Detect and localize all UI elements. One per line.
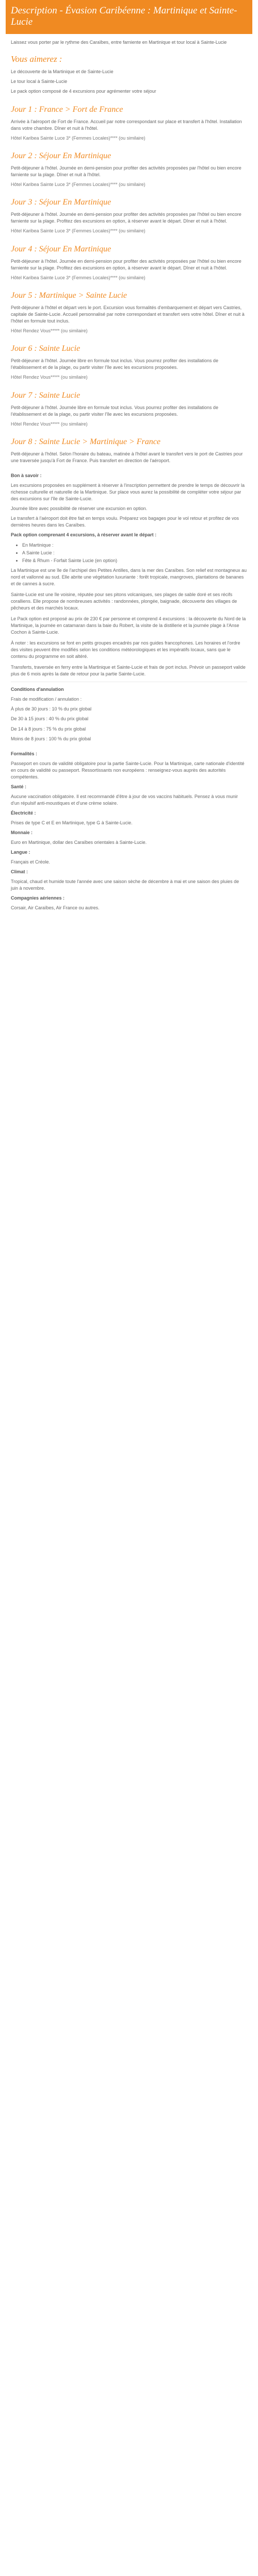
misc-value: Corsair, Air Caraïbes, Air France ou autres. bbox=[11, 905, 100, 911]
details bbox=[11, 567, 247, 678]
day-4 bbox=[11, 243, 247, 281]
day-hotel: Hôtel Karibea Sainte Luce 3* (Femmes Locales)**** (ou similaire) bbox=[11, 135, 146, 141]
programme-title: Vous aimerez : bbox=[11, 54, 62, 64]
day-title: Jour 7 : Sainte Lucie bbox=[11, 391, 80, 400]
programme-list bbox=[11, 69, 247, 95]
detail-paragraph: Sainte-Lucie est une île voisine, réputée pour ses pitons volcaniques, ses plages de sable doré et ses récifs coralliens. Elle propose de nombreuses activités : randonnées, plongée, baignade, découverte des villages de pêcheurs et des marchés locaux. bbox=[11, 591, 237, 611]
day-title: Jour 2 : Séjour En Martinique bbox=[11, 151, 111, 160]
day-text: Petit-déjeuner à l'hôtel et départ vers le port. Excursion vous formalités d'embarquement et départ vers Castries, capitale de Sainte-Lucie. Accueil personnalisé par notre correspondant et transfert vers votre hôtel. Dîner et nuit à l'hôtel en formule tout inclus. bbox=[11, 305, 245, 324]
content bbox=[6, 34, 252, 912]
programme-item: Le pack option composé de 4 excursions pour agrémenter votre séjour bbox=[11, 89, 156, 94]
conditions-line: De 14 à 8 jours : 75 % du prix global bbox=[11, 726, 86, 732]
misc-value: Euro en Martinique, dollar des Caraïbes orientales à Sainte-Lucie. bbox=[11, 840, 147, 845]
detail-paragraph: Le Pack option est proposé au prix de 230 € par personne et comprend 4 excursions : la découverte du Nord de la Martinique, la journée en catamaran dans la baie du Robert, la visite de la distillerie et la journée plage à l'Anse Cochon à Sainte-Lucie. bbox=[11, 616, 246, 635]
day-2 bbox=[11, 150, 247, 188]
health-text: Aucune vaccination obligatoire. Il est recommandé d'être à jour de vos vaccins habituels. Pensez à vous munir d'un répulsif anti-moustiques et d'une crème solaire. bbox=[11, 793, 238, 806]
day-title: Jour 8 : Sainte Lucie > Martinique > France bbox=[11, 437, 160, 446]
conditions-title: Conditions d'annulation bbox=[11, 687, 64, 692]
misc-value: Tropical, chaud et humide toute l'année avec une saison sèche de décembre à mai et une saison des pluies de juin à novembre. bbox=[11, 879, 239, 891]
misc-info bbox=[11, 810, 247, 912]
day-3 bbox=[11, 196, 247, 234]
misc-value: Prises de type C et E en Martinique, type G à Sainte-Lucie. bbox=[11, 820, 133, 825]
misc-label: Électricité : bbox=[11, 810, 36, 816]
list-item: • Fête & Rhum - Forfait Sainte Lucie (en option) bbox=[22, 557, 247, 564]
page bbox=[6, 0, 252, 911]
day-title: Jour 4 : Séjour En Martinique bbox=[11, 244, 111, 253]
day-7 bbox=[11, 389, 247, 428]
conditions-line: À plus de 30 jours : 10 % du prix global bbox=[11, 706, 92, 712]
conditions-line: Moins de 8 jours : 100 % du prix global bbox=[11, 736, 91, 741]
day-title: Jour 1 : France > Fort de France bbox=[11, 105, 123, 114]
day-hotel: Hôtel Rendez Vous***** (ou similaire) bbox=[11, 328, 88, 334]
day-hotel: Hôtel Karibea Sainte Luce 3* (Femmes Locales)**** (ou similaire) bbox=[11, 182, 146, 188]
list-item: • A Sainte Lucie : bbox=[22, 550, 247, 556]
tour-pack-list bbox=[11, 542, 247, 564]
conditions-line: Frais de modification / annulation : bbox=[11, 697, 82, 702]
intro-text: Laissez vous porter par le rythme des Caraïbes, entre farniente en Martinique et tour local à Sainte-Lucie bbox=[11, 39, 227, 45]
day-text: Petit-déjeuner à l'hôtel. Journée en demi-pension pour profiter des activités proposées par l'hôtel ou bien encore farniente sur la plage. Profitez des excursions en option, à réserver avant le départ. Dîner et nuit à l'hôtel. bbox=[11, 258, 241, 270]
day-text: Petit-déjeuner à l'hôtel. Journée en demi-pension pour profiter des activités proposées par l'hôtel ou bien encore farniente sur la plage. Profitez des excursions en option, à réserver avant le départ. Dîner et nuit à l'hôtel. bbox=[11, 212, 241, 224]
page-title: Description - Évasion Caribéenne : Martinique et Sainte-Lucie bbox=[11, 5, 237, 27]
programme-item: Le découverte de la Martinique et de Sainte-Lucie bbox=[11, 69, 114, 75]
misc-label: Climat : bbox=[11, 869, 28, 875]
formalities-text: Passeport en cours de validité obligatoire pour la partie Sainte-Lucie. Pour la Martinique, carte nationale d'identité en cours de validité ou passeport. Ressortissants non européens : renseignez-vous auprès des autorités compétentes. bbox=[11, 760, 245, 779]
day-8 bbox=[11, 436, 247, 464]
day-text: Petit-déjeuner à l'hôtel. Journée libre en formule tout inclus. Vous pourrez profiter des installations de l'établissement et de la plage, ou partir visiter l'île avec les excursions proposées. bbox=[11, 358, 218, 370]
programme-item: Le tour local à Sainte-Lucie bbox=[11, 79, 68, 84]
formalities-title: Formalités : bbox=[11, 751, 38, 756]
day-text: Petit-déjeuner à l'hôtel. Journée libre en formule tout inclus. Vous pourrez profiter des installations de l'établissement et de la plage, ou partir visiter l'île avec les excursions proposées. bbox=[11, 404, 218, 417]
misc-label: Langue : bbox=[11, 850, 30, 855]
tour-paragraph: Le transfert à l'aéroport doit être fait en temps voulu. Préparez vos bagages pour le vol retour et profitez de vos dernières heures dans les Caraïbes. bbox=[11, 516, 239, 528]
misc-label: Monnaie : bbox=[11, 830, 33, 836]
day-hotel: Hôtel Karibea Sainte Luce 3* (Femmes Locales)**** (ou similaire) bbox=[11, 275, 146, 280]
tour-paragraph: Les excursions proposées en supplément à réserver à l'inscription permettent de prendre le temps de découvrir la richesse culturelle et naturelle de la Martinique. Sur place vous aurez la possibilité de compléter votre séjour par des excursions sur l'île de Sainte-Lucie. bbox=[11, 483, 245, 502]
day-text: Petit-déjeuner à l'hôtel. Journée en demi-pension pour profiter des activités proposées par l'hôtel ou bien encore farniente sur la plage. Dîner et nuit à l'hôtel. bbox=[11, 165, 241, 178]
misc-value: Français et Créole. bbox=[11, 859, 51, 865]
day-5 bbox=[11, 290, 247, 334]
day-title: Jour 5 : Martinique > Sainte Lucie bbox=[11, 291, 127, 300]
conditions bbox=[11, 686, 247, 742]
health-title: Santé : bbox=[11, 784, 27, 789]
formalities bbox=[11, 751, 247, 781]
day-hotel: Hôtel Rendez Vous***** (ou similaire) bbox=[11, 375, 88, 380]
list-item: • En Martinique : bbox=[22, 542, 247, 549]
day-text: Petit-déjeuner à l'hôtel. Selon l'horaire du bateau, matinée à l'hôtel avant le transfert vers le port de Castries pour une traversée jusqu'à Fort de France. Puis transfert en direction de l'aéroport. bbox=[11, 451, 243, 464]
hero-banner bbox=[6, 0, 252, 34]
day-title: Jour 6 : Sainte Lucie bbox=[11, 344, 80, 353]
misc-label: Compagnies aériennes : bbox=[11, 895, 65, 901]
conditions-line: De 30 à 15 jours : 40 % du prix global bbox=[11, 716, 89, 722]
detail-paragraph: Transferts, traversée en ferry entre la Martinique et Sainte-Lucie et frais de port inclus. Prévoir un passeport valide plus de 6 mois après la date de retour pour la partie Sainte-Lucie. bbox=[11, 665, 246, 677]
day-text: Arrivée à l'aéroport de Fort de France. Accueil par notre correspondant sur place et transfert à l'hôtel. Installation dans votre chambre. Dîner et nuit à l'hôtel. bbox=[11, 118, 242, 131]
tour-pack-title: Pack option comprenant 4 excursions, à réserver avant le départ : bbox=[11, 532, 157, 538]
day-hotel: Hôtel Rendez Vous***** (ou similaire) bbox=[11, 421, 88, 427]
day-title: Jour 3 : Séjour En Martinique bbox=[11, 198, 111, 207]
tour-label: Bon à savoir : bbox=[11, 473, 42, 479]
day-1 bbox=[11, 104, 247, 142]
day-hotel: Hôtel Karibea Sainte Luce 3* (Femmes Locales)**** (ou similaire) bbox=[11, 228, 146, 234]
detail-paragraph: La Martinique est une île de l'archipel des Petites Antilles, dans la mer des Caraïbes. Son relief est montagneux au nord et vallonné au sud. Elle abrite une végétation luxuriante : forêt tropicale, mangroves, plantations de bananes et de cannes à sucre. bbox=[11, 567, 247, 586]
health bbox=[11, 784, 247, 807]
detail-paragraph: À noter : les excursions se font en petits groupes encadrés par nos guides francophones. Les horaires et l'ordre des visites peuvent être modifiés selon les conditions météorologiques et les impératifs locaux, sans que le contenu du programme en soit altéré. bbox=[11, 640, 240, 659]
day-6 bbox=[11, 343, 247, 381]
tour-paragraph: Journée libre avec possibilité de réserver une excursion en option. bbox=[11, 506, 148, 512]
